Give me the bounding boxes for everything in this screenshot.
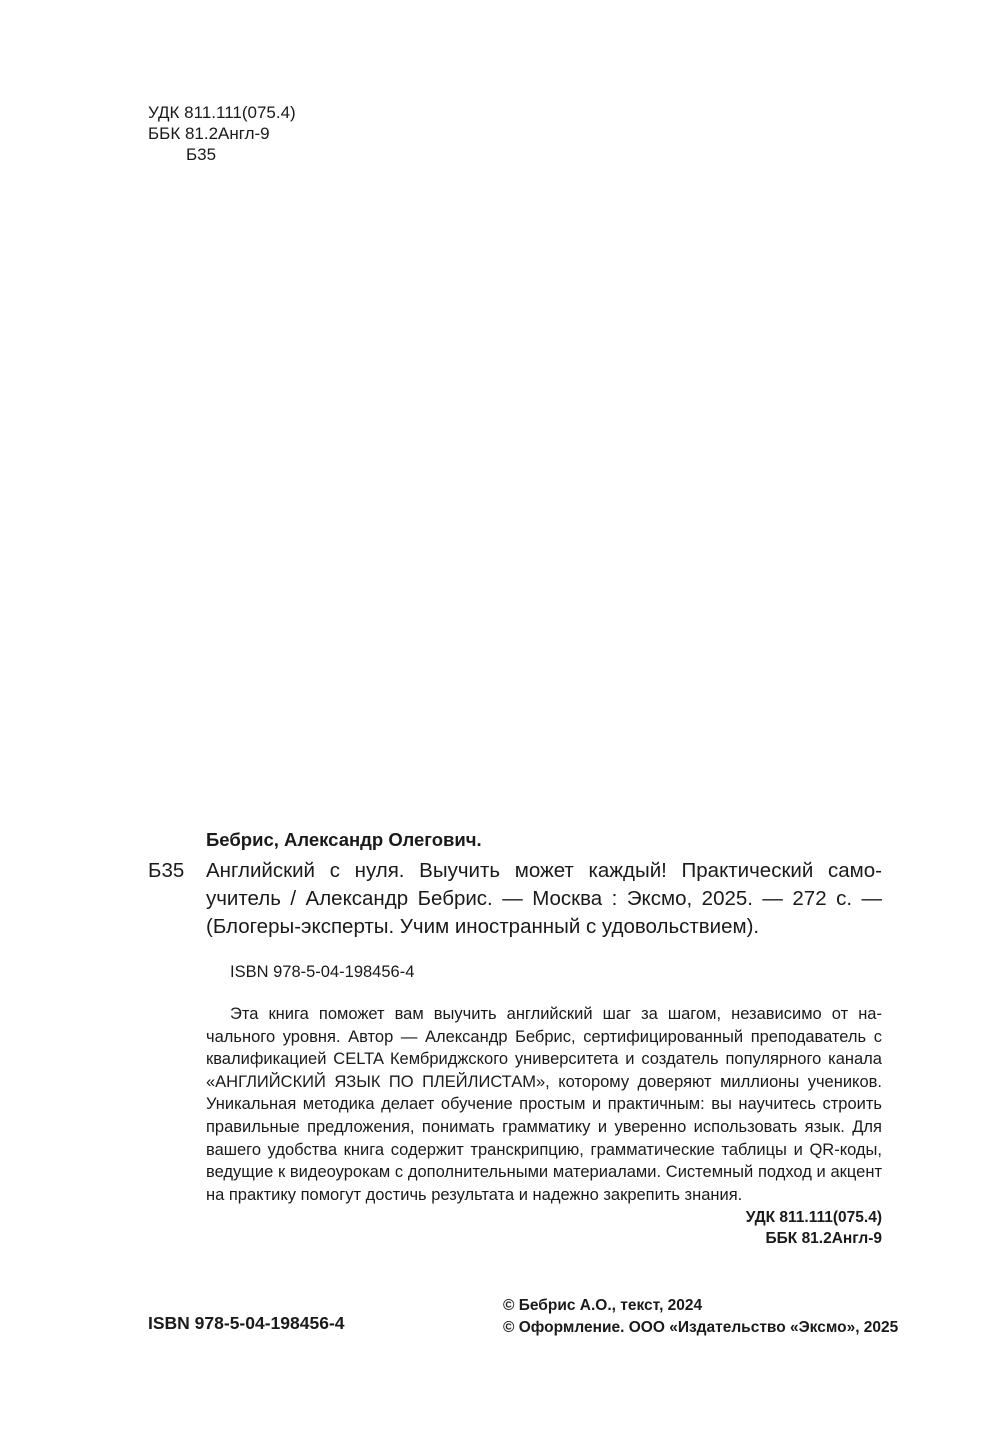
copyright-text: © Бебрис А.О., текст, 2024 <box>503 1297 703 1314</box>
entry-body <box>148 857 882 941</box>
entry-isbn: ISBN 978-5-04-198456-4 <box>230 963 415 981</box>
author-heading: Бебрис, Александр Олегович. <box>206 829 482 850</box>
annotation-bbk: ББК 81.2Англ-9 <box>765 1230 882 1248</box>
copyright-design: © Оформление. ООО «Издательство «Эксмо», 2025 <box>503 1319 899 1336</box>
bbk-code: ББК 81.2Англ-9 <box>148 124 270 143</box>
catalog-entry <box>148 828 882 1249</box>
entry-author-mark: Б35 <box>148 859 185 882</box>
copyright-block <box>503 1295 898 1339</box>
udk-code: УДК 811.111(075.4) <box>148 103 296 122</box>
footer-isbn: ISBN 978-5-04-198456-4 <box>148 1313 345 1333</box>
classification-codes <box>148 102 296 165</box>
bibliographic-description: Английский с нуля. Выучить может каждый! Практический самоучитель / Александр Бебрис. — Москва : Эксмо, 2025. — 272 с. — (Блогеры-эксперты. Учим иностранный с удовольствием). <box>206 859 882 938</box>
annotation-udk: УДК 811.111(075.4) <box>745 1209 882 1227</box>
author-mark: Б35 <box>186 145 217 164</box>
annotation-codes <box>148 1207 882 1249</box>
annotation-text: Эта книга поможет вам выучить английский шаг за шагом, независимо от начального уровня. Автор — Александр Бебрис, сертифицированный преподаватель с квалификацией CELTA Кембриджского университета и создатель популярного канала «АНГЛИЙСКИЙ ЯЗЫК ПО ПЛЕЙЛИСТАМ», которому доверяют миллионы учеников. Уникальная методика делает обучение простым и практичным: вы научитесь строить правильные предложения, понимать грамматику и уверенно использовать язык. Для вашего удобства книга содержит транскрипцию, грамматические таблицы и QR-коды, ведущие к видеоурокам с дополнительными материалами. Системный подход и акцент на практику помогут достичь результата и надежно закрепить знания. <box>206 1005 882 1204</box>
